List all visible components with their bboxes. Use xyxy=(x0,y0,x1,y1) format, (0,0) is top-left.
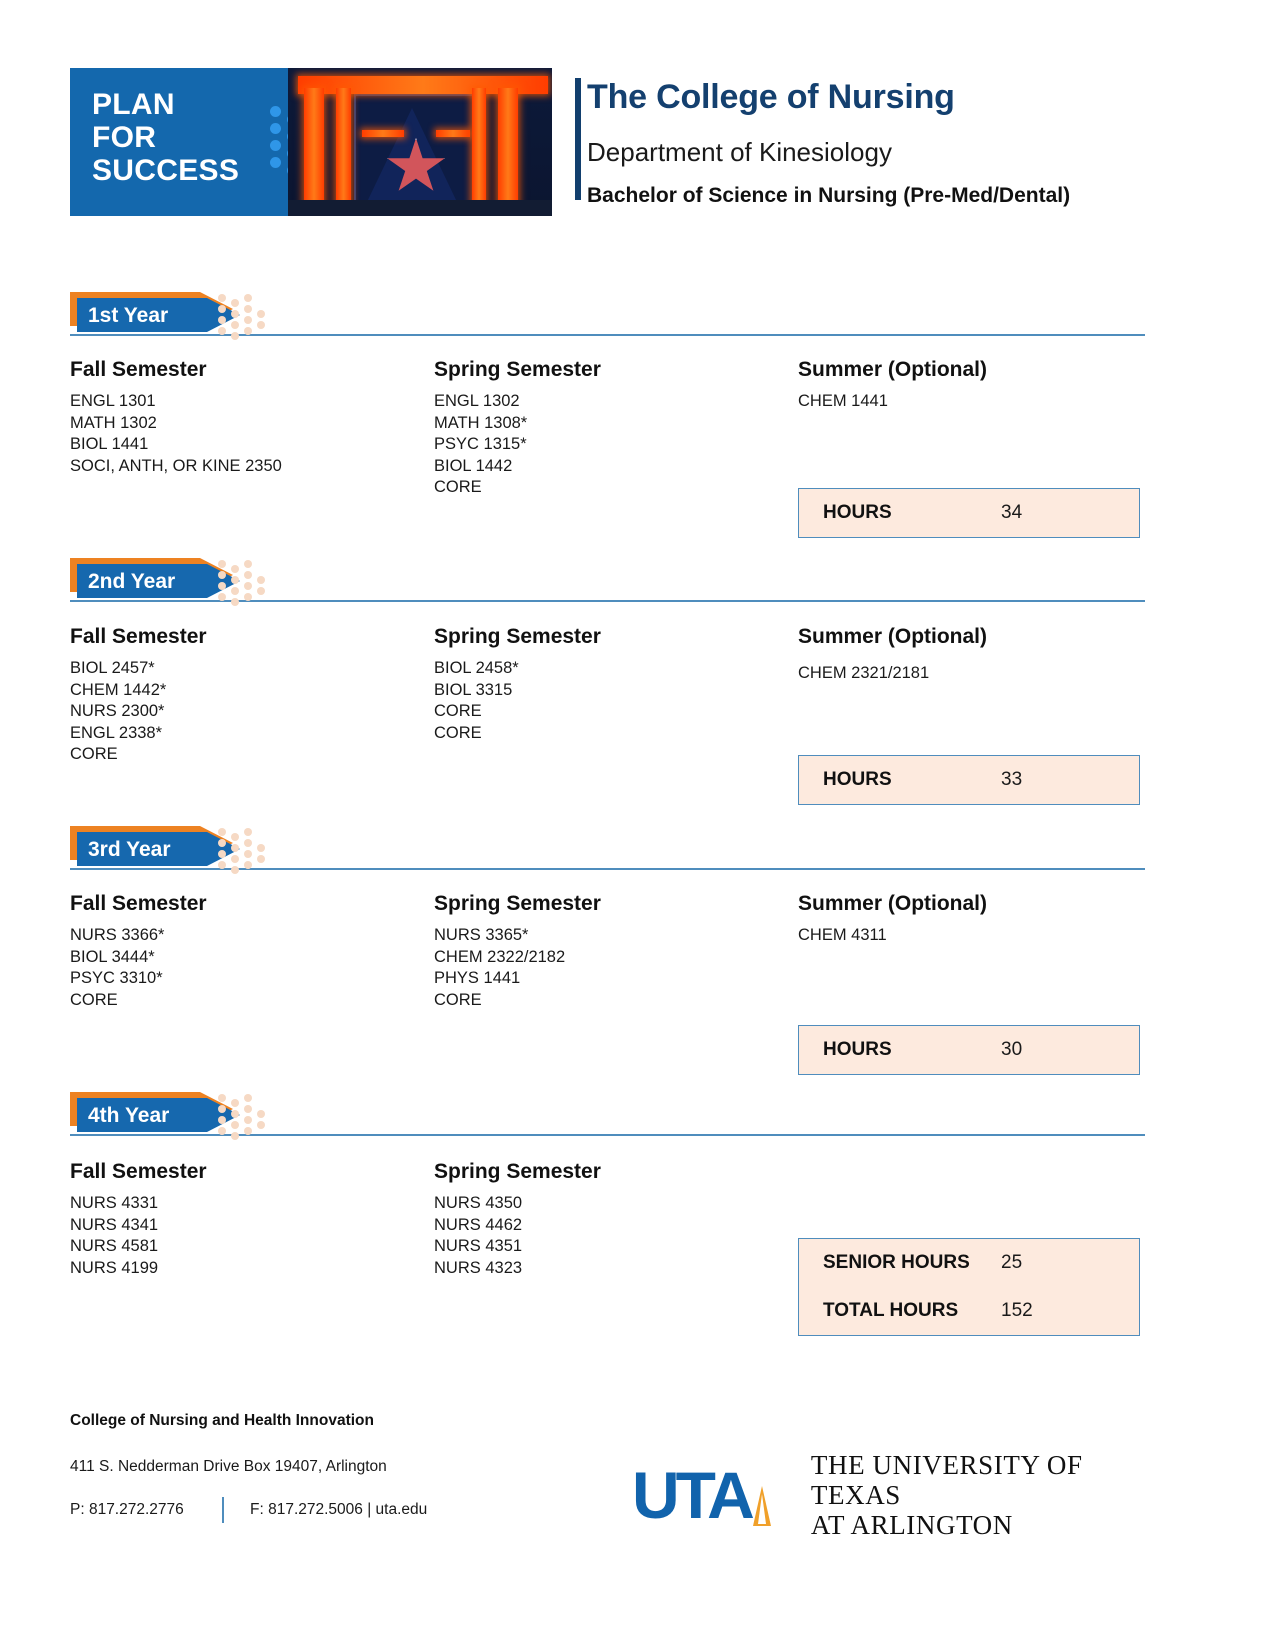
course-item: MATH 1302 xyxy=(70,413,157,432)
course-item: CORE xyxy=(70,745,118,763)
semester-title: Spring Semester xyxy=(434,625,601,648)
course-item: PHYS 1441 xyxy=(434,969,521,987)
photo-neon-left-2 xyxy=(336,88,351,216)
banner-slogan-line-3: SUCCESS xyxy=(92,154,240,187)
course-item: CORE xyxy=(434,990,482,1009)
uta-name-line-1: THE UNIVERSITY OF TEXAS xyxy=(810,1450,1083,1510)
hours-row xyxy=(799,1287,1139,1335)
page-title: The College of Nursing xyxy=(587,78,955,116)
semester-title: Fall Semester xyxy=(70,358,207,381)
header-accent-bar xyxy=(575,78,581,200)
semester-title: Fall Semester xyxy=(70,1160,207,1183)
semester-title: Summer (Optional) xyxy=(798,892,988,915)
uta-letters: UTA xyxy=(632,1458,751,1532)
course-item: NURS 3365* xyxy=(434,926,529,944)
course-item: PSYC 3310* xyxy=(70,969,163,987)
course-item: NURS 4350 xyxy=(434,1194,523,1212)
course-item: CHEM 1442* xyxy=(70,680,167,699)
hours-label: HOURS xyxy=(823,502,892,523)
photo-lamp-right xyxy=(436,130,470,137)
semester-title: Spring Semester xyxy=(434,892,601,915)
year-label: 1st Year xyxy=(88,304,169,327)
course-item: CHEM 2322/2182 xyxy=(434,947,566,966)
year-label: 3rd Year xyxy=(88,838,171,861)
course-item: NURS 4331 xyxy=(70,1194,159,1212)
year-section xyxy=(70,1092,1145,1132)
hours-summary-box xyxy=(798,1025,1140,1075)
department-name: Department of Kinesiology xyxy=(587,137,892,167)
degree-name: Bachelor of Science in Nursing (Pre-Med/Dental) xyxy=(587,184,1071,207)
fall-semester-column xyxy=(70,892,430,1011)
course-item: ENGL 1301 xyxy=(70,392,156,410)
course-item: PSYC 1315* xyxy=(434,435,527,453)
semester-title: Spring Semester xyxy=(434,1160,601,1183)
year-dot-pattern-icon xyxy=(218,560,296,600)
year-banner-4 xyxy=(70,1092,300,1132)
course-item: NURS 4581 xyxy=(70,1237,159,1255)
hours-row xyxy=(799,756,1139,804)
photo-lamp-left xyxy=(362,130,404,137)
course-item: CORE xyxy=(434,723,482,742)
course-item: BIOL 2458* xyxy=(434,659,519,677)
banner-slogan-line-1: PLAN xyxy=(92,88,175,121)
uta-flame-inner-icon xyxy=(758,1494,766,1524)
campus-neon-star-photo xyxy=(288,68,552,216)
course-item: CORE xyxy=(434,478,482,496)
summer-semester-column xyxy=(798,892,1148,947)
course-item: NURS 4199 xyxy=(70,1258,159,1277)
page-header xyxy=(70,68,1205,223)
summer-semester-column xyxy=(798,358,1148,413)
semester-title: Fall Semester xyxy=(70,892,207,915)
footer-organization: College of Nursing and Health Innovation xyxy=(70,1412,374,1429)
year-section xyxy=(70,558,1145,598)
plan-for-success-banner xyxy=(70,68,552,216)
hours-value: 30 xyxy=(1001,1039,1023,1060)
photo-ground xyxy=(288,200,552,216)
course-item: NURS 2300* xyxy=(70,702,165,720)
course-item: CHEM 2321/2181 xyxy=(798,664,930,682)
banner-slogan xyxy=(92,88,239,187)
hours-row xyxy=(799,489,1139,537)
course-item: NURS 4462 xyxy=(434,1215,523,1234)
year-section xyxy=(70,292,1145,332)
course-item: CHEM 1441 xyxy=(798,392,888,410)
semester-title: Summer (Optional) xyxy=(798,625,988,648)
uta-wordmark-icon xyxy=(632,1458,795,1532)
spring-semester-column xyxy=(434,892,794,1011)
spring-semester-column xyxy=(434,625,794,744)
course-item: CHEM 4311 xyxy=(798,926,887,944)
footer-address: 411 S. Nedderman Drive Box 19407, Arlington xyxy=(70,1458,387,1475)
spring-semester-column xyxy=(434,1160,794,1279)
year-dot-pattern-icon xyxy=(218,1094,296,1134)
hours-value: 152 xyxy=(1001,1300,1033,1321)
hours-row xyxy=(799,1026,1139,1074)
summer-semester-column xyxy=(798,625,1148,685)
hours-label: TOTAL HOURS xyxy=(823,1300,959,1321)
hours-value: 25 xyxy=(1001,1252,1023,1273)
hours-value: 33 xyxy=(1001,769,1023,790)
hours-label: HOURS xyxy=(823,769,892,790)
course-item: NURS 4351 xyxy=(434,1237,523,1255)
footer-divider xyxy=(222,1497,224,1523)
footer-contact xyxy=(70,1497,427,1523)
fall-semester-column xyxy=(70,625,430,766)
course-item: NURS 4341 xyxy=(70,1215,159,1234)
spring-semester-column xyxy=(434,358,794,499)
course-item: BIOL 1442 xyxy=(434,456,513,475)
course-item: MATH 1308* xyxy=(434,413,528,432)
course-item: BIOL 3444* xyxy=(70,947,155,966)
hours-value: 34 xyxy=(1001,502,1023,523)
course-item: NURS 4323 xyxy=(434,1258,523,1277)
course-item: ENGL 1302 xyxy=(434,392,520,410)
hours-label: HOURS xyxy=(823,1039,892,1060)
year-section xyxy=(70,826,1145,866)
photo-neon-left-1 xyxy=(304,88,324,216)
year-dot-pattern-icon xyxy=(218,828,296,868)
course-item: NURS 3366* xyxy=(70,926,165,944)
course-item: BIOL 2457* xyxy=(70,659,155,677)
uta-logo xyxy=(632,1450,1160,1540)
course-item: BIOL 3315 xyxy=(434,680,513,699)
footer-phone: P: 817.272.2776 xyxy=(70,1501,184,1518)
uta-university-name xyxy=(811,1450,1160,1540)
photo-neon-right-2 xyxy=(472,88,486,216)
footer-fax-web: F: 817.272.5006 | uta.edu xyxy=(250,1501,428,1518)
year-banner-3 xyxy=(70,826,300,866)
course-item: CORE xyxy=(70,990,118,1009)
fall-semester-column xyxy=(70,358,430,477)
course-item: ENGL 2338* xyxy=(70,723,163,742)
banner-slogan-line-2: FOR xyxy=(92,121,157,154)
semester-title: Fall Semester xyxy=(70,625,207,648)
year-banner-2 xyxy=(70,558,300,598)
hours-summary-box xyxy=(798,1238,1140,1336)
hours-label: SENIOR HOURS xyxy=(823,1252,970,1273)
course-item: CORE xyxy=(434,702,482,720)
semester-title: Summer (Optional) xyxy=(798,358,988,381)
year-dot-pattern-icon xyxy=(218,294,296,334)
year-label: 4th Year xyxy=(88,1104,170,1127)
hours-summary-box xyxy=(798,488,1140,538)
year-banner-1 xyxy=(70,292,300,332)
course-item: BIOL 1441 xyxy=(70,435,149,453)
year-label: 2nd Year xyxy=(88,570,176,593)
hours-row xyxy=(799,1239,1139,1287)
hours-summary-box xyxy=(798,755,1140,805)
course-item: SOCI, ANTH, OR KINE 2350 xyxy=(70,456,282,475)
photo-neon-right-1 xyxy=(498,88,518,216)
semester-title: Spring Semester xyxy=(434,358,601,381)
uta-name-line-2: AT ARLINGTON xyxy=(810,1510,1013,1540)
fall-semester-column xyxy=(70,1160,430,1279)
